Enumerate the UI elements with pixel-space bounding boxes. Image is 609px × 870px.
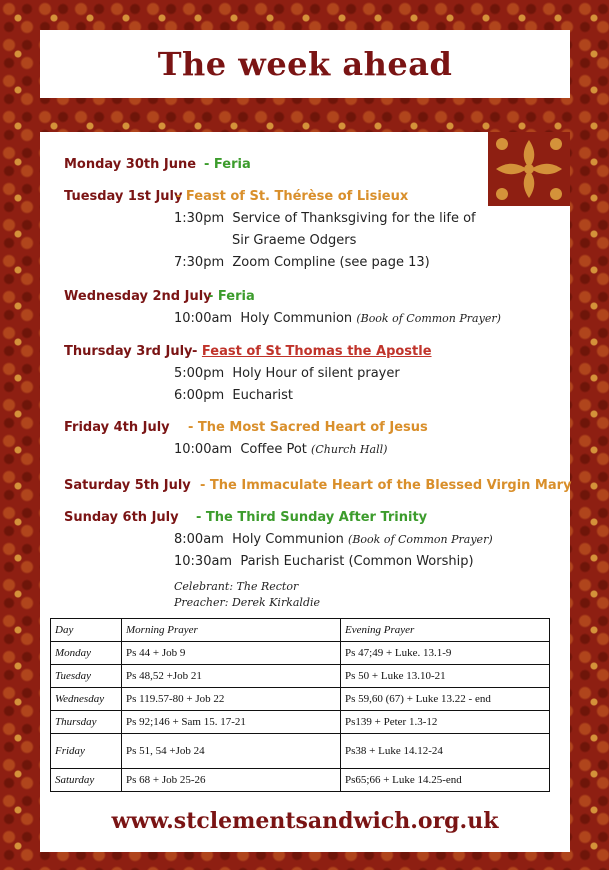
feast-label: - Feria — [208, 289, 255, 304]
service-event — [174, 385, 432, 407]
event-description: Holy Communion — [232, 532, 344, 547]
day-heading: Wednesday 2nd July — [64, 289, 212, 304]
day-cell: Thursday — [51, 711, 122, 734]
table-row — [51, 688, 550, 711]
website-link[interactable]: www.stclementsandwich.org.uk — [111, 808, 499, 834]
column-header: Morning Prayer — [122, 619, 341, 642]
day-heading: Friday 4th July — [64, 420, 170, 435]
day-heading: Thursday 3rd July — [64, 344, 193, 359]
reading-cell: Ps 119.57-80 + Job 22 — [122, 688, 341, 711]
day-cell: Saturday — [51, 769, 122, 792]
reading-cell: Ps 59,60 (67) + Luke 13.22 - end — [341, 688, 550, 711]
title-panel — [40, 30, 570, 98]
service-event — [174, 252, 476, 274]
service-event — [174, 208, 476, 230]
event-time: 7:30pm — [174, 255, 225, 270]
feast-label[interactable]: Feast of St Thomas the Apostle — [201, 344, 432, 359]
feast-label: - The Immaculate Heart of the Blessed Virgin Mary — [200, 478, 572, 493]
service-event — [174, 439, 428, 461]
table-header-row — [51, 619, 550, 642]
day-heading: Tuesday 1st July — [64, 189, 183, 204]
table-row — [51, 665, 550, 688]
service-event — [174, 308, 501, 330]
fleur-icon — [488, 132, 570, 206]
event-description: Holy Hour of silent prayer — [232, 366, 400, 381]
feast-label: - Feast of St. Thérèse of Lisieux — [176, 189, 409, 204]
fleur-ornament — [488, 132, 570, 206]
event-location: (Book of Common Prayer) — [348, 533, 493, 546]
service-event — [174, 363, 432, 385]
day-entry — [64, 152, 251, 176]
reading-cell: Ps 50 + Luke 13.10-21 — [341, 665, 550, 688]
day-cell: Wednesday — [51, 688, 122, 711]
feast-label: - Feria — [204, 157, 251, 172]
event-time: 6:00pm — [174, 388, 225, 403]
reading-cell: Ps 44 + Job 9 — [122, 642, 341, 665]
table-row — [51, 642, 550, 665]
event-time: 10:00am — [174, 311, 233, 326]
event-description: Coffee Pot — [240, 442, 307, 457]
feast-prefix: - — [192, 344, 202, 359]
reading-cell: Ps38 + Luke 14.12-24 — [341, 734, 550, 769]
readings-table — [50, 618, 550, 792]
feast-label: - The Most Sacred Heart of Jesus — [188, 420, 428, 435]
reading-cell: Ps 47;49 + Luke. 13.1-9 — [341, 642, 550, 665]
day-heading: Sunday 6th July — [64, 510, 179, 525]
event-description: Parish Eucharist (Common Worship) — [240, 554, 474, 569]
table-row — [51, 711, 550, 734]
event-description: Service of Thanksgiving for the life of — [232, 211, 476, 226]
day-cell: Tuesday — [51, 665, 122, 688]
service-event — [174, 529, 493, 551]
day-cell: Monday — [51, 642, 122, 665]
reading-cell: Ps 68 + Job 25-26 — [122, 769, 341, 792]
table-row — [51, 769, 550, 792]
main-panel — [40, 132, 570, 852]
feast-label: - The Third Sunday After Trinity — [196, 510, 428, 525]
day-heading: Saturday 5th July — [64, 478, 191, 493]
event-continuation: Sir Graeme Odgers — [232, 233, 357, 248]
event-description: Holy Communion — [240, 311, 353, 326]
reading-cell: Ps65;66 + Luke 14.25-end — [341, 769, 550, 792]
day-entry — [64, 473, 572, 497]
table-row — [51, 734, 550, 769]
column-header: Day — [51, 619, 122, 642]
event-location: (Book of Common Prayer) — [356, 312, 501, 325]
page-title: The week ahead — [157, 45, 453, 83]
reading-cell: Ps 92;146 + Sam 15. 17-21 — [122, 711, 341, 734]
reading-cell: Ps 51, 54 +Job 24 — [122, 734, 341, 769]
event-location: (Church Hall) — [311, 443, 388, 456]
column-header: Evening Prayer — [341, 619, 550, 642]
day-entry — [64, 339, 432, 407]
day-entry — [64, 284, 501, 330]
reading-cell: Ps 48,52 +Job 21 — [122, 665, 341, 688]
event-time: 10:00am — [174, 442, 233, 457]
event-time: 5:00pm — [174, 366, 225, 381]
day-entry — [64, 505, 493, 611]
service-event — [174, 551, 493, 573]
event-time: 8:00am — [174, 532, 224, 547]
reading-cell: Ps139 + Peter 1.3-12 — [341, 711, 550, 734]
event-description: Eucharist — [232, 388, 294, 403]
preacher: Preacher: Derek Kirkaldie — [174, 596, 321, 609]
day-heading: Monday 30th June — [64, 157, 197, 172]
day-entry — [64, 415, 428, 461]
event-description: Zoom Compline (see page 13) — [232, 255, 430, 270]
event-time: 10:30am — [174, 554, 233, 569]
day-cell: Friday — [51, 734, 122, 769]
celebrant: Celebrant: The Rector — [174, 580, 299, 593]
day-entry — [64, 184, 476, 274]
service-credits — [174, 579, 493, 611]
event-time: 1:30pm — [174, 211, 225, 226]
